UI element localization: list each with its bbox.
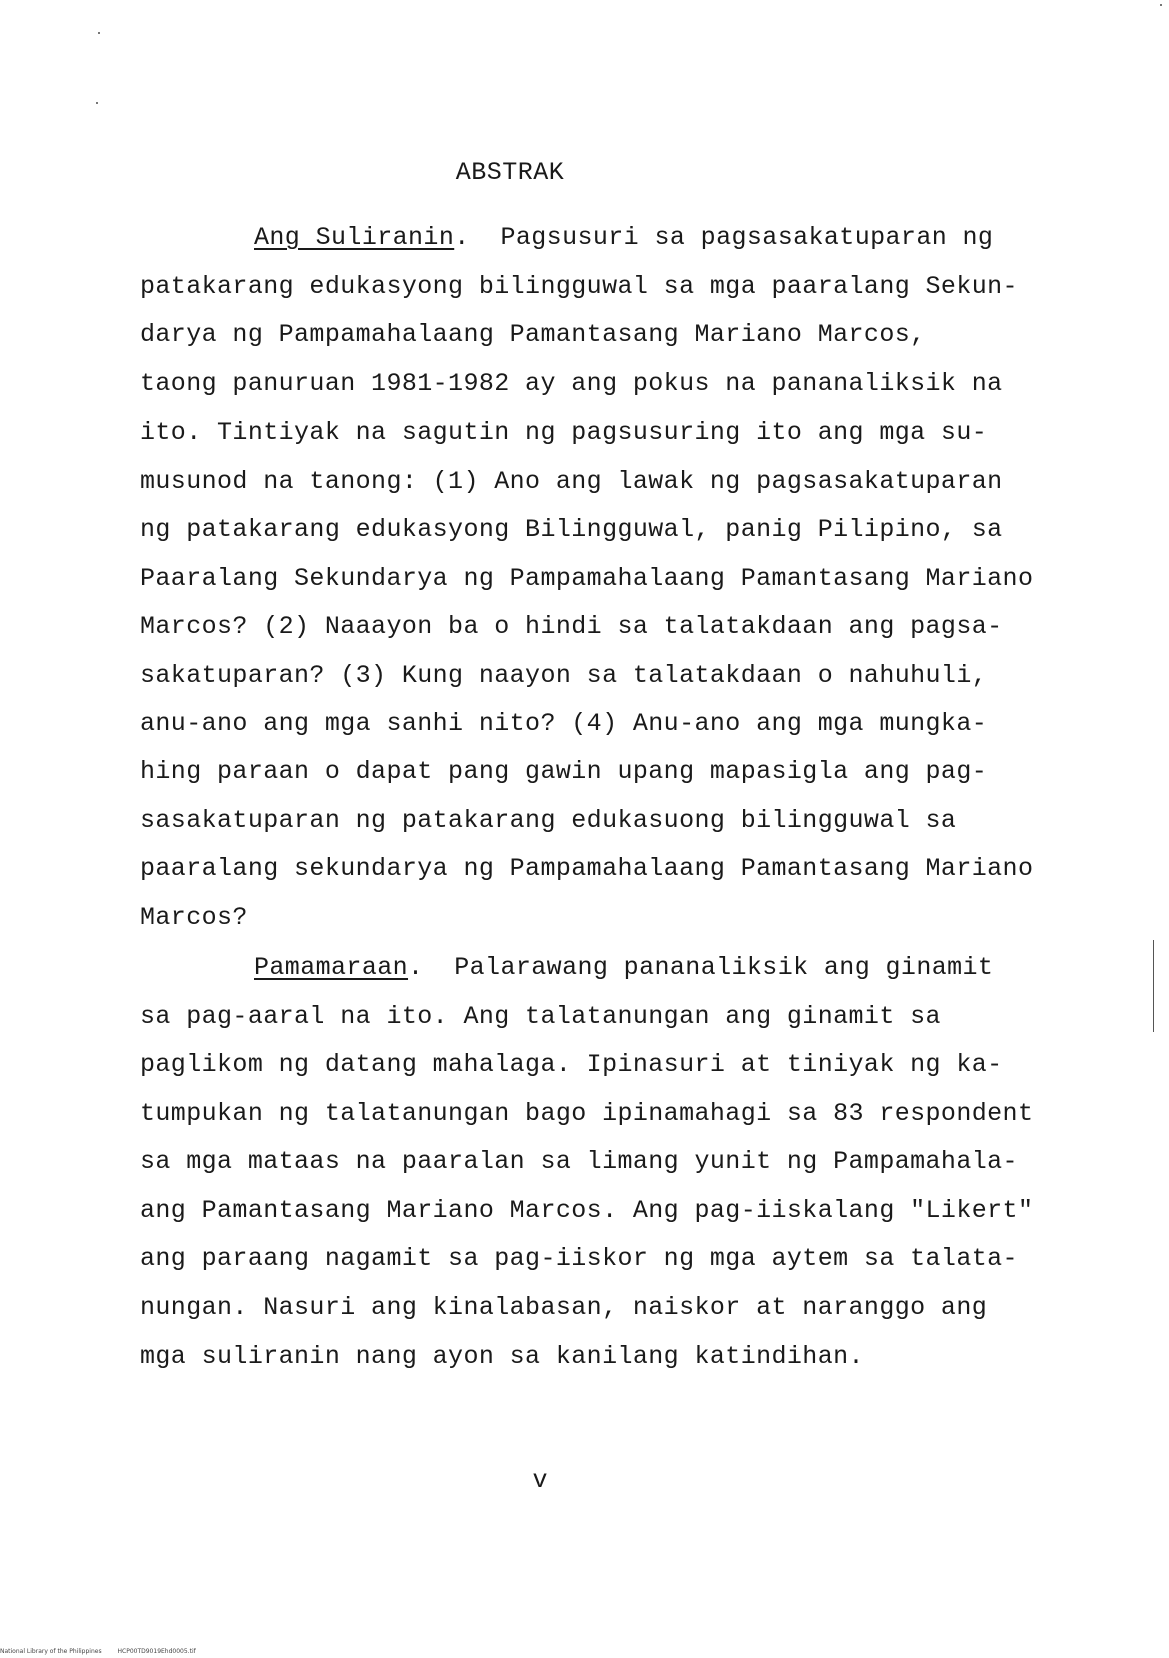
paragraph-line: Marcos? (2) Naaayon ba o hindi sa talatakdaan ang pagsa-	[140, 612, 1003, 641]
footer-file: HCP00TD9019Ehd0005.tif	[117, 1648, 196, 1655]
paragraph-line: darya ng Pampamahalaang Pamantasang Mariano Marcos,	[140, 320, 926, 349]
paragraph-line: Marcos?	[140, 903, 248, 932]
footer-library: National Library of the Philippines	[0, 1648, 102, 1655]
section-first-line	[254, 953, 993, 982]
paragraph-line: paglikom ng datang mahalaga. Ipinasuri at tiniyak ng ka-	[140, 1050, 1003, 1079]
paragraph-line: ng patakarang edukasyong Bilingguwal, panig Pilipino, sa	[140, 515, 1003, 544]
paragraph-line: tumpukan ng talatanungan bago ipinamahagi sa 83 respondent	[140, 1099, 1034, 1128]
paragraph-line: Pagsusuri sa pagsasakatuparan ng	[500, 223, 994, 252]
paragraph-line: sasakatuparan ng patakarang edukasuong bilingguwal sa	[140, 806, 957, 835]
paragraph-line: sa pag-aaral na ito. Ang talatanungan ang ginamit sa	[140, 1002, 941, 1031]
scan-speck	[1160, 4, 1162, 6]
page-number: v	[532, 1466, 548, 1495]
paragraph-line: nungan. Nasuri ang kinalabasan, naiskor at naranggo ang	[140, 1293, 988, 1322]
paragraph-line: taong panuruan 1981-1982 ay ang pokus na pananaliksik na	[140, 369, 1003, 398]
heading-period: .	[408, 953, 424, 982]
paragraph-line: Paaralang Sekundarya ng Pampamahalaang Pamantasang Mariano	[140, 564, 1034, 593]
paragraph-line: sa mga mataas na paaralan sa limang yunit ng Pampamahala-	[140, 1147, 1018, 1176]
paragraph-line: Palarawang pananaliksik ang ginamit	[454, 953, 994, 982]
scan-speck	[98, 32, 100, 34]
paragraph-line: mga suliranin nang ayon sa kanilang katindihan.	[140, 1342, 864, 1371]
scan-footer	[0, 1648, 210, 1655]
page-title: ABSTRAK	[455, 158, 565, 187]
paragraph-line: ang Pamantasang Mariano Marcos. Ang pag-iiskalang "Likert"	[140, 1196, 1034, 1225]
section-heading: Ang Suliranin	[254, 223, 455, 252]
heading-period: .	[454, 223, 470, 252]
paragraph-line: ito. Tintiyak na sagutin ng pagsusuring ito ang mga su-	[140, 418, 988, 447]
paragraph-line: paaralang sekundarya ng Pampamahalaang Pamantasang Mariano	[140, 854, 1034, 883]
scan-margin-mark	[1153, 940, 1154, 1032]
section-heading: Pamamaraan	[254, 953, 409, 982]
paragraph-line: anu-ano ang mga sanhi nito? (4) Anu-ano ang mga mungka-	[140, 709, 988, 738]
paragraph-line: patakarang edukasyong bilingguwal sa mga paaralang Sekun-	[140, 272, 1018, 301]
paragraph-line: sakatuparan? (3) Kung naayon sa talatakdaan o nahuhuli,	[140, 661, 988, 690]
section-first-line	[254, 223, 993, 252]
paragraph-line: hing paraan o dapat pang gawin upang mapasigla ang pag-	[140, 757, 988, 786]
scan-speck	[96, 102, 98, 104]
paragraph-line: ang paraang nagamit sa pag-iiskor ng mga aytem sa talata-	[140, 1244, 1018, 1273]
paragraph-line: musunod na tanong: (1) Ano ang lawak ng pagsasakatuparan	[140, 467, 1003, 496]
